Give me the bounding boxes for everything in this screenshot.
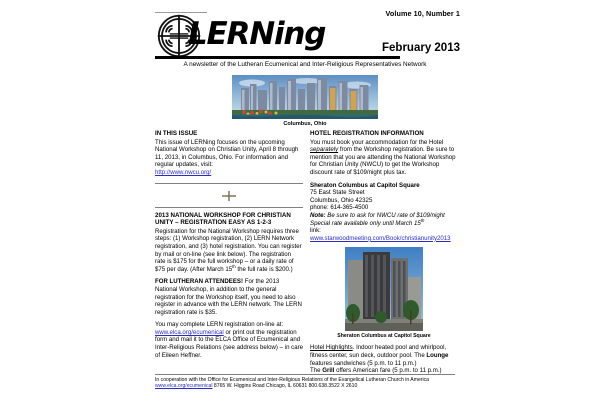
masthead	[150, 0, 460, 72]
hotel-registration-body	[310, 139, 458, 177]
footer-rule	[155, 374, 455, 375]
hotel-note-2-text: Special rate available only until March 15	[310, 219, 421, 227]
hotel-link-label: link:	[310, 227, 321, 235]
divider-rule-2	[155, 207, 303, 208]
footer-elca-link[interactable]: www.elca.org/ecumenical	[155, 383, 213, 390]
hotel-photo-block	[310, 247, 458, 339]
workshop-sup-1: th	[232, 263, 236, 269]
newsletter-page	[150, 0, 460, 400]
hotel-name: Sheraton Columbus at Capitol Square	[310, 181, 420, 189]
divider-rule-1	[155, 183, 303, 184]
nwcu-link[interactable]: http://www.nwcu.org/	[155, 168, 212, 176]
hotel-note-1-text: Be sure to ask for NWCU rate of $109/night	[325, 211, 445, 219]
lutheran-attendees-paragraph	[155, 278, 303, 316]
sheraton-hotel-exterior-photo	[345, 247, 423, 331]
hero-photo-block	[232, 75, 378, 127]
hotel-city: Columbus, Ohio 42325	[310, 196, 373, 204]
hotel-body-part-b: from the Workshop registration. Be sure to mention that you are attending the National Workshop for Christian Unity (NWCU) to get the Workshop discount rate of $109/night plus tax.	[310, 146, 456, 176]
footer-address: 8765 W. Higgins Road Chicago, IL 60631 800.638.3522 X 2610	[212, 383, 358, 390]
hotel-note-2	[310, 217, 458, 228]
hotel-registration-heading: HOTEL REGISTRATION INFORMATION	[310, 130, 424, 137]
columbus-skyline-painting	[232, 75, 378, 119]
volume-number: Volume 10, Number 1	[385, 9, 460, 18]
starwood-booking-link[interactable]: www.starwoodmeeting.com/Book/christianunity2013	[310, 234, 451, 242]
hotel-phone: phone: 614-365-4500	[310, 204, 369, 212]
workshop-body-1-text: Registration for the National Workshop requires three steps: (1) Workshop registration, (2) LERN Network registration, and (3) hotel registration. You can register by mail or on-line (see link below). The registration rate is $175 for the full workshop – or a daily rate of $75 per day. (After March 15	[155, 227, 302, 273]
hotel-body-emphasis: separately	[310, 146, 339, 154]
masthead-underline	[155, 56, 400, 59]
hotel-highlights-paragraph	[310, 344, 458, 367]
lutheran-attendees-body: For the 2013 National Workshop, in addition to the general registration for the Workshop itself, you need to also register in advance with the LERN network. The LERN registration rate is $35.	[155, 278, 302, 316]
hotel-photo-caption: Sheraton Columbus at Capitol Square	[337, 333, 431, 340]
lern-online-lead: You may complete LERN registration on-line at:	[155, 321, 284, 329]
footer	[155, 374, 455, 390]
workshop-heading: 2013 NATIONAL WORKSHOP FOR CHRISTIAN UNITY – REGISTRATION EASY AS 1-2-3	[155, 211, 291, 227]
lounge-label: Lounge	[426, 351, 449, 359]
small-cross-divider	[155, 189, 303, 203]
lutheran-attendees-lead: FOR LUTHERAN ATTENDEES!	[155, 278, 244, 286]
hotel-body-part-a: You must book your accommodation for the Hotel	[310, 138, 444, 146]
lern-online-paragraph	[155, 321, 303, 359]
issue-date: February 2013	[382, 42, 460, 54]
in-this-issue-body: This issue of LERNing focuses on the upcoming National Workshop on Christian Unity, April 8 through 11, 2013, in Columbus, Ohio. For information and regular updates, visit:	[155, 138, 299, 169]
tagline: A newsletter of the Lutheran Ecumenical and Inter-Religious Representatives Network	[183, 61, 427, 68]
workshop-body-1-tail: the full rate is $200.)	[235, 265, 293, 273]
workshop-body-1	[155, 228, 303, 274]
grill-hours: offers American fare (5 p.m. to 11 p.m.)	[334, 367, 442, 375]
right-column	[310, 130, 458, 380]
footer-line-1: In cooperation with the Office for Ecumenical and Inter-Religious Relations of the Evangelical Lutheran Church in America	[155, 377, 429, 383]
lern-online-tail: or print out the registration form and mail it to the ELCA Office of Ecumenical and Inter-Religious Relations (see address below) – in care of Eileen Heffner.	[155, 328, 304, 359]
hotel-street: 75 East State Street	[310, 189, 365, 197]
grill-lead: The	[310, 367, 323, 375]
elca-ecumenical-link[interactable]: www.elca.org/ecumenical	[155, 328, 224, 336]
grill-label: Grill	[322, 367, 335, 375]
hero-caption: Columbus, Ohio	[283, 121, 327, 127]
page-title: LERNing	[188, 16, 326, 52]
left-column	[155, 130, 303, 364]
in-this-issue-heading: IN THIS ISSUE	[155, 130, 198, 137]
hotel-highlights-lead: Hotel Highlights	[310, 344, 353, 352]
hotel-note-2-sup: th	[420, 217, 425, 223]
footer-line-2	[155, 383, 455, 389]
hotel-highlights-body: . Indoor heated pool and whirlpool, fitness center, sun deck, outdoor pool. The	[310, 344, 447, 359]
hotel-link-line	[310, 227, 458, 242]
lounge-hours: features sandwiches (5 p.m. to 11 p.m.)	[310, 359, 417, 367]
hotel-note-1	[310, 212, 458, 220]
hotel-note-label: Note:	[310, 211, 326, 219]
